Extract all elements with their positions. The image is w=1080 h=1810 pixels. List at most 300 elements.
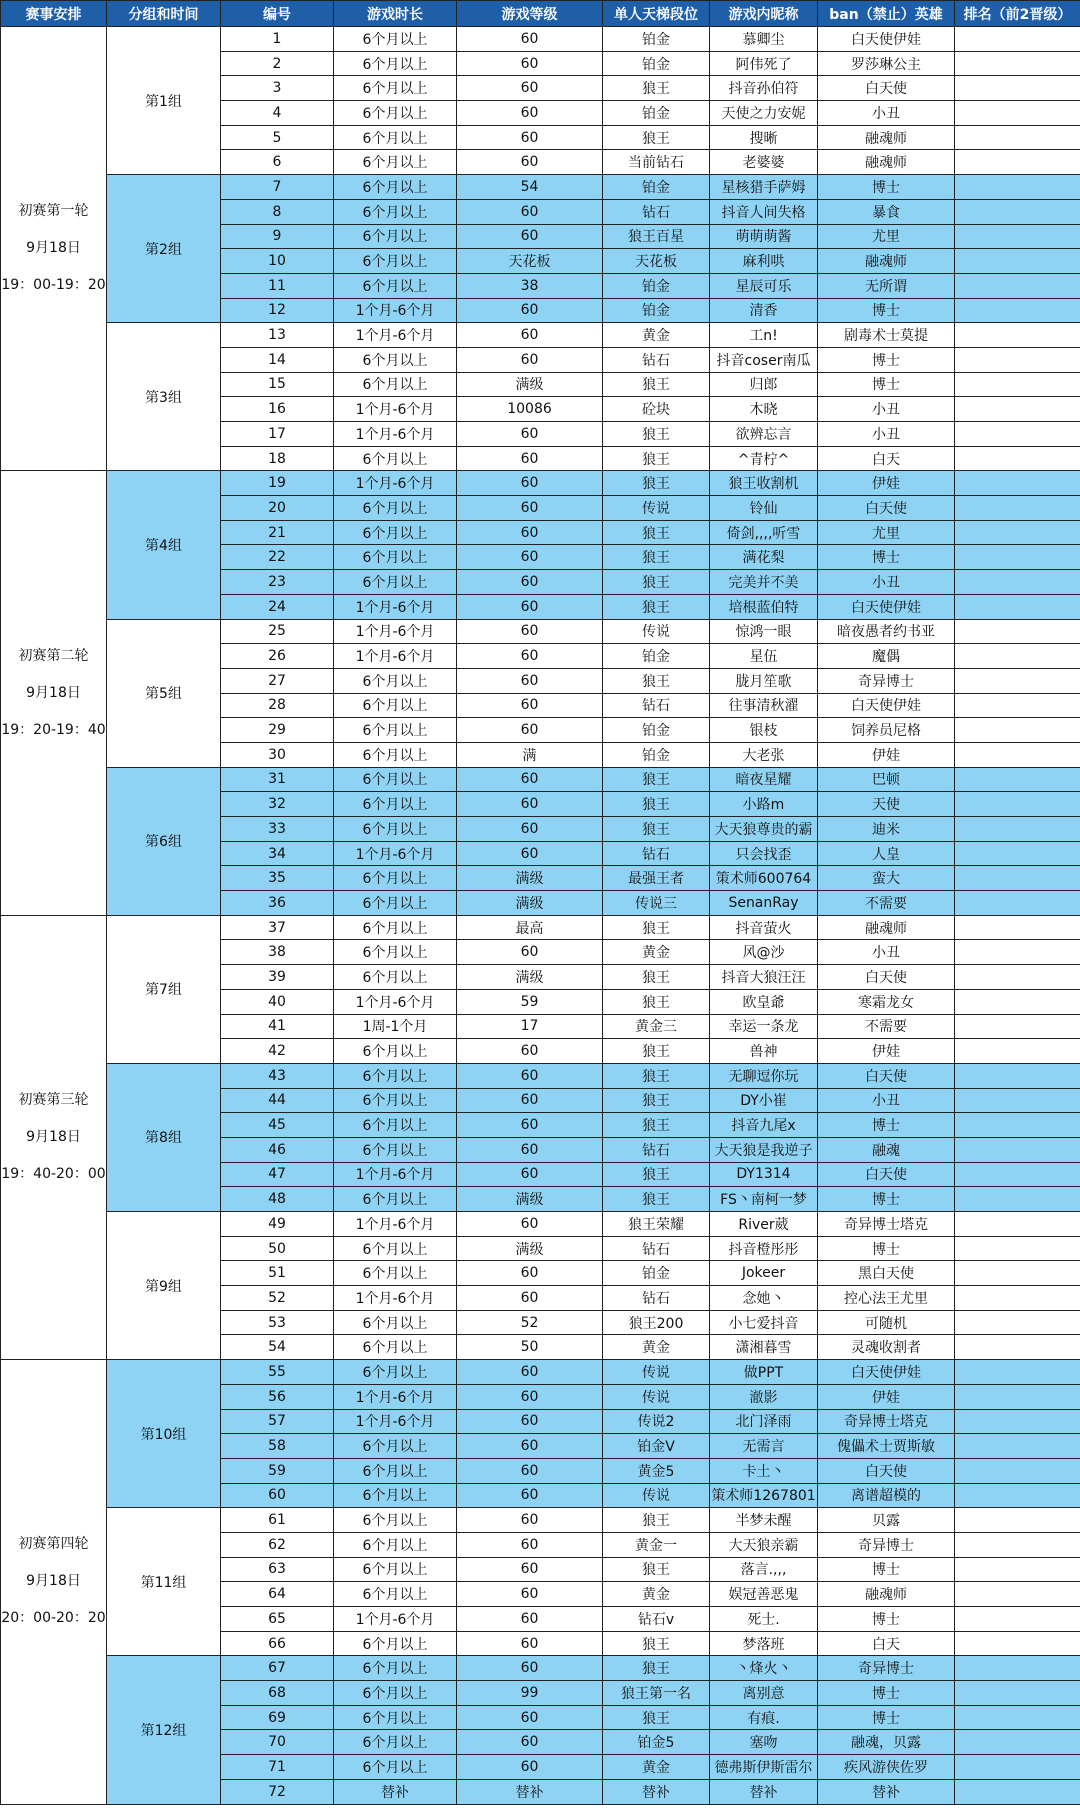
cell-game-level: 60: [457, 1631, 603, 1656]
round-time: 19：00-19：20: [1, 277, 106, 294]
cell-game-level: 60: [457, 446, 603, 471]
cell-play-duration: 1个月-6个月: [334, 1212, 457, 1237]
table-row: [1, 1508, 1080, 1533]
cell-ranking: [955, 841, 1080, 866]
cell-game-level: 天花板: [457, 249, 603, 274]
cell-ban-hero: 博士: [818, 1681, 955, 1706]
cell-ladder-rank: 最强王者: [603, 866, 710, 891]
cell-number: 39: [221, 965, 334, 990]
round-date: 9月18日: [26, 1128, 81, 1145]
cell-ban-hero: 博士: [818, 298, 955, 323]
cell-ranking: [955, 1483, 1080, 1508]
cell-nickname: 抖音萤火: [710, 915, 818, 940]
cell-nickname: 无聊逗你玩: [710, 1063, 818, 1088]
cell-number: 58: [221, 1434, 334, 1459]
cell-ban-hero: 小丑: [818, 101, 955, 126]
cell-ladder-rank: 传说: [603, 1483, 710, 1508]
cell-ban-hero: 罗莎琳公主: [818, 51, 955, 76]
cell-number: 27: [221, 668, 334, 693]
cell-game-level: 60: [457, 693, 603, 718]
cell-ladder-rank: 钻石: [603, 347, 710, 372]
cell-number: 51: [221, 1261, 334, 1286]
cell-ban-hero: 尤里: [818, 520, 955, 545]
cell-ban-hero: 博士: [818, 1113, 955, 1138]
cell-game-level: 60: [457, 1286, 603, 1311]
cell-nickname: 北门泽雨: [710, 1409, 818, 1434]
cell-ban-hero: 灵魂收割者: [818, 1335, 955, 1360]
cell-game-level: 满级: [457, 1236, 603, 1261]
cell-ladder-rank: 狼王: [603, 446, 710, 471]
cell-ban-hero: 巴顿: [818, 767, 955, 792]
cell-ladder-rank: 钻石: [603, 693, 710, 718]
cell-ladder-rank: 钻石: [603, 841, 710, 866]
cell-ban-hero: 奇异博士: [818, 1656, 955, 1681]
cell-number: 47: [221, 1162, 334, 1187]
cell-game-level: 60: [457, 1730, 603, 1755]
cell-ban-hero: 融魂师: [818, 125, 955, 150]
cell-game-level: 60: [457, 594, 603, 619]
cell-ranking: [955, 1681, 1080, 1706]
cell-nickname: 死士.: [710, 1607, 818, 1632]
cell-nickname: 娱冠善恶鬼: [710, 1582, 818, 1607]
table-row: [1, 471, 1080, 496]
cell-number: 2: [221, 51, 334, 76]
cell-nickname: 木晓: [710, 397, 818, 422]
cell-number: 4: [221, 101, 334, 126]
cell-ranking: [955, 570, 1080, 595]
cell-game-level: 60: [457, 1434, 603, 1459]
cell-number: 13: [221, 323, 334, 348]
cell-ladder-rank: 铂金: [603, 175, 710, 200]
cell-nickname: 抖音橙彤彤: [710, 1236, 818, 1261]
cell-ranking: [955, 792, 1080, 817]
cell-ranking: [955, 767, 1080, 792]
cell-play-duration: 6个月以上: [334, 767, 457, 792]
cell-number: 71: [221, 1755, 334, 1780]
cell-ban-hero: 无所谓: [818, 273, 955, 298]
cell-play-duration: 替补: [334, 1779, 457, 1804]
cell-ranking: [955, 1236, 1080, 1261]
cell-ranking: [955, 1409, 1080, 1434]
cell-ladder-rank: 狼王: [603, 1063, 710, 1088]
cell-nickname: 惊鸿一眼: [710, 619, 818, 644]
cell-game-level: 60: [457, 570, 603, 595]
cell-ranking: [955, 1532, 1080, 1557]
cell-ranking: [955, 1557, 1080, 1582]
cell-play-duration: 1个月-6个月: [334, 1607, 457, 1632]
cell-play-duration: 6个月以上: [334, 693, 457, 718]
cell-nickname: 欧皇爺: [710, 989, 818, 1014]
cell-ranking: [955, 1063, 1080, 1088]
cell-game-level: 60: [457, 619, 603, 644]
cell-play-duration: 1个月-6个月: [334, 594, 457, 619]
cell-game-level: 10086: [457, 397, 603, 422]
cell-ban-hero: 傀儡术士贾斯敏: [818, 1434, 955, 1459]
cell-number: 8: [221, 199, 334, 224]
cell-ranking: [955, 397, 1080, 422]
cell-ranking: [955, 965, 1080, 990]
cell-nickname: 幸运一条龙: [710, 1014, 818, 1039]
cell-nickname: 大天狼是我逆子: [710, 1137, 818, 1162]
cell-play-duration: 6个月以上: [334, 1236, 457, 1261]
cell-play-duration: 6个月以上: [334, 1532, 457, 1557]
group-cell: 第10组: [107, 1360, 221, 1508]
cell-ranking: [955, 1730, 1080, 1755]
cell-game-level: 99: [457, 1681, 603, 1706]
cell-ban-hero: 博士: [818, 545, 955, 570]
cell-ladder-rank: 传说: [603, 1360, 710, 1385]
cell-nickname: 念她丶: [710, 1286, 818, 1311]
cell-ranking: [955, 1705, 1080, 1730]
cell-ban-hero: 奇异博士: [818, 668, 955, 693]
cell-ladder-rank: 传说: [603, 1384, 710, 1409]
cell-nickname: 小七爱抖音: [710, 1310, 818, 1335]
group-cell: 第1组: [107, 27, 221, 175]
cell-ban-hero: 蛮大: [818, 866, 955, 891]
cell-nickname: 梦落班: [710, 1631, 818, 1656]
cell-play-duration: 6个月以上: [334, 668, 457, 693]
cell-ladder-rank: 黄金: [603, 1582, 710, 1607]
cell-number: 40: [221, 989, 334, 1014]
cell-ban-hero: 博士: [818, 1705, 955, 1730]
cell-ban-hero: 融魂，贝露: [818, 1730, 955, 1755]
cell-ban-hero: 不需要: [818, 1014, 955, 1039]
cell-ranking: [955, 51, 1080, 76]
cell-ladder-rank: 砼块: [603, 397, 710, 422]
cell-play-duration: 6个月以上: [334, 792, 457, 817]
cell-nickname: 阿伟死了: [710, 51, 818, 76]
cell-ranking: [955, 249, 1080, 274]
cell-ladder-rank: 传说: [603, 619, 710, 644]
round-cell: [1, 471, 107, 915]
cell-ladder-rank: 传说: [603, 496, 710, 521]
cell-play-duration: 6个月以上: [334, 718, 457, 743]
cell-number: 64: [221, 1582, 334, 1607]
cell-ranking: [955, 1360, 1080, 1385]
cell-game-level: 60: [457, 1582, 603, 1607]
cell-ladder-rank: 铂金5: [603, 1730, 710, 1755]
cell-ladder-rank: 狼王: [603, 1039, 710, 1064]
round-time: 20：00-20：20: [1, 1610, 106, 1627]
cell-number: 66: [221, 1631, 334, 1656]
cell-play-duration: 6个月以上: [334, 76, 457, 101]
cell-ladder-rank: 铂金: [603, 298, 710, 323]
cell-ladder-rank: 黄金三: [603, 1014, 710, 1039]
cell-ranking: [955, 817, 1080, 842]
cell-ladder-rank: 黄金一: [603, 1532, 710, 1557]
cell-number: 17: [221, 422, 334, 447]
cell-play-duration: 6个月以上: [334, 1656, 457, 1681]
cell-game-level: 满: [457, 742, 603, 767]
cell-play-duration: 1个月-6个月: [334, 1286, 457, 1311]
cell-nickname: 萌萌萌酱: [710, 224, 818, 249]
round-time: 19：20-19：40: [1, 721, 106, 738]
cell-play-duration: 1个月-6个月: [334, 619, 457, 644]
cell-game-level: 60: [457, 1113, 603, 1138]
cell-game-level: 60: [457, 323, 603, 348]
cell-play-duration: 6个月以上: [334, 1705, 457, 1730]
cell-game-level: 60: [457, 520, 603, 545]
cell-number: 12: [221, 298, 334, 323]
cell-ranking: [955, 1088, 1080, 1113]
cell-play-duration: 6个月以上: [334, 1681, 457, 1706]
cell-game-level: 60: [457, 1409, 603, 1434]
cell-number: 59: [221, 1458, 334, 1483]
cell-number: 62: [221, 1532, 334, 1557]
cell-number: 1: [221, 27, 334, 52]
cell-ranking: [955, 347, 1080, 372]
cell-ban-hero: 魔偶: [818, 644, 955, 669]
cell-ranking: [955, 1508, 1080, 1533]
header-ban-hero: ban（禁止）英雄: [818, 1, 955, 27]
cell-number: 14: [221, 347, 334, 372]
cell-game-level: 50: [457, 1335, 603, 1360]
cell-nickname: 搜晰: [710, 125, 818, 150]
cell-game-level: 60: [457, 1360, 603, 1385]
cell-ban-hero: 博士: [818, 1557, 955, 1582]
cell-ladder-rank: 钻石: [603, 199, 710, 224]
cell-play-duration: 6个月以上: [334, 1631, 457, 1656]
group-cell: 第6组: [107, 767, 221, 915]
cell-ban-hero: 白天使: [818, 76, 955, 101]
cell-ranking: [955, 27, 1080, 52]
cell-number: 45: [221, 1113, 334, 1138]
cell-play-duration: 6个月以上: [334, 940, 457, 965]
cell-game-level: 60: [457, 1508, 603, 1533]
cell-ban-hero: 不需要: [818, 891, 955, 916]
cell-play-duration: 6个月以上: [334, 1137, 457, 1162]
cell-play-duration: 6个月以上: [334, 496, 457, 521]
cell-nickname: SenanRay: [710, 891, 818, 916]
cell-play-duration: 6个月以上: [334, 347, 457, 372]
cell-number: 16: [221, 397, 334, 422]
group-cell: 第2组: [107, 175, 221, 323]
cell-number: 63: [221, 1557, 334, 1582]
cell-nickname: 归郎: [710, 372, 818, 397]
cell-play-duration: 1个月-6个月: [334, 841, 457, 866]
cell-play-duration: 6个月以上: [334, 915, 457, 940]
cell-ladder-rank: 狼王: [603, 767, 710, 792]
cell-nickname: 替补: [710, 1779, 818, 1804]
cell-number: 3: [221, 76, 334, 101]
cell-nickname: River葳: [710, 1212, 818, 1237]
cell-ladder-rank: 传说2: [603, 1409, 710, 1434]
cell-ladder-rank: 狼王: [603, 1113, 710, 1138]
cell-game-level: 60: [457, 1162, 603, 1187]
cell-play-duration: 6个月以上: [334, 866, 457, 891]
cell-ban-hero: 融魂师: [818, 915, 955, 940]
cell-ban-hero: 寒霜龙女: [818, 989, 955, 1014]
round-name: 初赛第二轮: [18, 647, 89, 664]
cell-ladder-rank: 铂金: [603, 273, 710, 298]
cell-nickname: 欲辨忘言: [710, 422, 818, 447]
cell-ban-hero: 融魂师: [818, 150, 955, 175]
cell-nickname: 做PPT: [710, 1360, 818, 1385]
cell-nickname: 只会找歪: [710, 841, 818, 866]
cell-ladder-rank: 狼王: [603, 1187, 710, 1212]
cell-ladder-rank: 钻石v: [603, 1607, 710, 1632]
cell-play-duration: 6个月以上: [334, 1088, 457, 1113]
cell-ban-hero: 饲养员尼格: [818, 718, 955, 743]
cell-game-level: 替补: [457, 1779, 603, 1804]
cell-ban-hero: 小丑: [818, 1088, 955, 1113]
cell-ladder-rank: 黄金: [603, 323, 710, 348]
cell-ranking: [955, 1631, 1080, 1656]
cell-game-level: 60: [457, 51, 603, 76]
cell-ranking: [955, 125, 1080, 150]
cell-ladder-rank: 狼王: [603, 1705, 710, 1730]
cell-number: 70: [221, 1730, 334, 1755]
cell-number: 49: [221, 1212, 334, 1237]
cell-number: 54: [221, 1335, 334, 1360]
cell-nickname: 潇湘暮雪: [710, 1335, 818, 1360]
cell-game-level: 60: [457, 298, 603, 323]
cell-play-duration: 6个月以上: [334, 1508, 457, 1533]
cell-play-duration: 6个月以上: [334, 372, 457, 397]
cell-ladder-rank: 铂金: [603, 51, 710, 76]
cell-ranking: [955, 1434, 1080, 1459]
cell-ban-hero: 白天使: [818, 1162, 955, 1187]
cell-game-level: 60: [457, 841, 603, 866]
group-cell: 第12组: [107, 1656, 221, 1804]
cell-ban-hero: 白天使: [818, 496, 955, 521]
cell-play-duration: 6个月以上: [334, 150, 457, 175]
header-group-time: 分组和时间: [107, 1, 221, 27]
cell-ban-hero: 暗夜愚者约书亚: [818, 619, 955, 644]
group-cell: 第5组: [107, 619, 221, 767]
cell-ban-hero: 黑白天使: [818, 1261, 955, 1286]
header-number: 编号: [221, 1, 334, 27]
cell-nickname: 抖音孙伯符: [710, 76, 818, 101]
cell-number: 35: [221, 866, 334, 891]
cell-number: 28: [221, 693, 334, 718]
cell-ranking: [955, 471, 1080, 496]
cell-ladder-rank: 狼王: [603, 1508, 710, 1533]
cell-ban-hero: 小丑: [818, 397, 955, 422]
cell-ban-hero: 可随机: [818, 1310, 955, 1335]
cell-ranking: [955, 1113, 1080, 1138]
cell-nickname: Jokeer: [710, 1261, 818, 1286]
cell-nickname: 兽神: [710, 1039, 818, 1064]
cell-play-duration: 6个月以上: [334, 175, 457, 200]
cell-ban-hero: 伊娃: [818, 471, 955, 496]
cell-number: 57: [221, 1409, 334, 1434]
cell-play-duration: 1周-1个月: [334, 1014, 457, 1039]
cell-number: 44: [221, 1088, 334, 1113]
group-cell: 第7组: [107, 915, 221, 1063]
cell-number: 38: [221, 940, 334, 965]
cell-nickname: 大天狼亲霸: [710, 1532, 818, 1557]
cell-ranking: [955, 224, 1080, 249]
cell-play-duration: 6个月以上: [334, 1187, 457, 1212]
table-row: [1, 767, 1080, 792]
cell-ban-hero: 小丑: [818, 422, 955, 447]
cell-ranking: [955, 866, 1080, 891]
cell-game-level: 60: [457, 1483, 603, 1508]
cell-ranking: [955, 1607, 1080, 1632]
cell-ban-hero: 迪米: [818, 817, 955, 842]
cell-game-level: 17: [457, 1014, 603, 1039]
cell-ban-hero: 白天使: [818, 1458, 955, 1483]
cell-ban-hero: 博士: [818, 1607, 955, 1632]
cell-number: 36: [221, 891, 334, 916]
header-nickname: 游戏内昵称: [710, 1, 818, 27]
group-cell: 第4组: [107, 471, 221, 619]
header-ranking: 排名（前2晋级）: [955, 1, 1080, 27]
cell-ladder-rank: 狼王百星: [603, 224, 710, 249]
cell-ladder-rank: 替补: [603, 1779, 710, 1804]
cell-ban-hero: 伊娃: [818, 1039, 955, 1064]
header-game-level: 游戏等级: [457, 1, 603, 27]
cell-ban-hero: 奇异博士塔克: [818, 1409, 955, 1434]
cell-nickname: 胧月笙歌: [710, 668, 818, 693]
cell-number: 53: [221, 1310, 334, 1335]
cell-ban-hero: 白天使伊娃: [818, 1360, 955, 1385]
round-date: 9月18日: [26, 1573, 81, 1590]
cell-play-duration: 6个月以上: [334, 1730, 457, 1755]
cell-game-level: 60: [457, 1656, 603, 1681]
cell-ranking: [955, 199, 1080, 224]
cell-ladder-rank: 狼王: [603, 668, 710, 693]
cell-number: 50: [221, 1236, 334, 1261]
cell-number: 68: [221, 1681, 334, 1706]
header-row: [1, 1, 1080, 27]
cell-nickname: 卡土丶: [710, 1458, 818, 1483]
cell-ladder-rank: 狼王: [603, 1631, 710, 1656]
cell-ranking: [955, 372, 1080, 397]
cell-ban-hero: 小丑: [818, 570, 955, 595]
cell-ban-hero: 人皇: [818, 841, 955, 866]
round-cell: [1, 1360, 107, 1804]
cell-game-level: 60: [457, 347, 603, 372]
table-row: [1, 915, 1080, 940]
cell-ladder-rank: 狼王: [603, 545, 710, 570]
cell-nickname: 老婆婆: [710, 150, 818, 175]
cell-game-level: 60: [457, 422, 603, 447]
group-cell: 第11组: [107, 1508, 221, 1656]
cell-number: 18: [221, 446, 334, 471]
cell-nickname: 半梦未醒: [710, 1508, 818, 1533]
cell-number: 60: [221, 1483, 334, 1508]
cell-ban-hero: 替补: [818, 1779, 955, 1804]
cell-ranking: [955, 1755, 1080, 1780]
cell-ladder-rank: 狼王: [603, 570, 710, 595]
cell-nickname: 清香: [710, 298, 818, 323]
cell-game-level: 60: [457, 1705, 603, 1730]
cell-play-duration: 1个月-6个月: [334, 298, 457, 323]
cell-ban-hero: 白天使伊娃: [818, 594, 955, 619]
cell-nickname: 塞吻: [710, 1730, 818, 1755]
cell-number: 22: [221, 545, 334, 570]
cell-nickname: 抖音coser南瓜: [710, 347, 818, 372]
table-row: [1, 619, 1080, 644]
cell-game-level: 60: [457, 1755, 603, 1780]
header-play-duration: 游戏时长: [334, 1, 457, 27]
cell-play-duration: 6个月以上: [334, 1557, 457, 1582]
cell-game-level: 60: [457, 718, 603, 743]
cell-game-level: 54: [457, 175, 603, 200]
cell-ranking: [955, 940, 1080, 965]
cell-number: 61: [221, 1508, 334, 1533]
cell-play-duration: 1个月-6个月: [334, 1409, 457, 1434]
cell-play-duration: 6个月以上: [334, 1310, 457, 1335]
cell-ladder-rank: 狼王: [603, 792, 710, 817]
cell-ranking: [955, 1458, 1080, 1483]
cell-play-duration: 6个月以上: [334, 1360, 457, 1385]
cell-play-duration: 6个月以上: [334, 51, 457, 76]
cell-number: 9: [221, 224, 334, 249]
cell-ranking: [955, 1779, 1080, 1804]
